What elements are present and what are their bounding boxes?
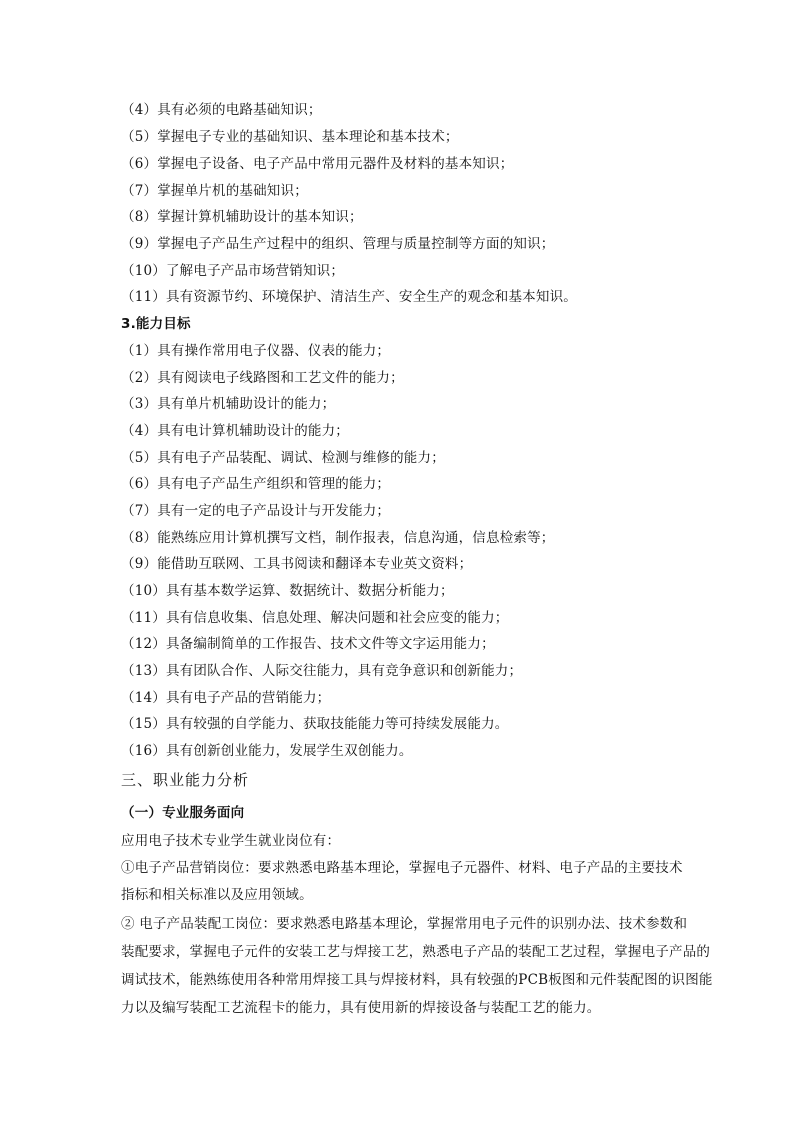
paragraph-2-line: 力以及编写装配工艺流程卡的能力，具有使用新的焊接设备与装配工艺的能力。	[121, 1000, 601, 1016]
section-heading: 三、职业能力分析	[121, 771, 250, 789]
ability-item: （5）具有电子产品装配、调试、检测与维修的能力；	[121, 450, 445, 466]
knowledge-item: （8）掌握计算机辅助设计的基本知识；	[121, 209, 363, 225]
paragraph-2-line: 装配要求，掌握电子元件的安装工艺与焊接工艺，熟悉电子产品的装配工艺过程，掌握电子产品的	[121, 944, 711, 960]
paragraph-2-line: 调试技术，能熟练使用各种常用焊接工具与焊接材料，具有较强的PCB板图和元件装配图的识图能	[121, 972, 713, 988]
subsection-heading: （一）专业服务面向	[121, 805, 245, 821]
ability-item: （1）具有操作常用电子仪器、仪表的能力；	[121, 343, 391, 359]
ability-item: （7）具有一定的电子产品设计与开发能力；	[121, 503, 391, 519]
ability-item: （9）能借助互联网、工具书阅读和翻译本专业英文资料；	[121, 556, 473, 572]
ability-item: （4）具有电计算机辅助设计的能力；	[121, 423, 349, 439]
paragraph-1-line: 指标和相关标准以及应用领域。	[121, 887, 313, 903]
paragraph-1-line: ①电子产品营销岗位：要求熟悉电路基本理论，掌握电子元器件、材料、电子产品的主要技术	[121, 860, 683, 876]
ability-heading: 3.能力目标	[121, 316, 191, 332]
ability-item: （12）具备编制简单的工作报告、技术文件等文字运用能力；	[121, 636, 495, 652]
ability-item: （13）具有团队合作、人际交往能力，具有竞争意识和创新能力；	[121, 663, 523, 679]
ability-item: （15）具有较强的自学能力、获取技能能力等可持续发展能力。	[121, 716, 509, 732]
knowledge-item: （10）了解电子产品市场营销知识；	[121, 263, 345, 279]
ability-item: （2）具有阅读电子线路图和工艺文件的能力；	[121, 370, 404, 386]
knowledge-item: （9）掌握电子产品生产过程中的组织、管理与质量控制等方面的知识；	[121, 236, 555, 252]
ability-item: （8）能熟练应用计算机撰写文档，制作报表，信息沟通，信息检索等；	[121, 530, 555, 546]
knowledge-item: （6）掌握电子设备、电子产品中常用元器件及材料的基本知识；	[121, 156, 514, 172]
ability-item: （3）具有单片机辅助设计的能力；	[121, 396, 336, 412]
ability-item: （11）具有信息收集、信息处理、解决问题和社会应变的能力；	[121, 610, 509, 626]
ability-item: （6）具有电子产品生产组织和管理的能力；	[121, 476, 391, 492]
knowledge-item: （4）具有必须的电路基础知识；	[121, 102, 322, 118]
knowledge-item: （5）掌握电子专业的基础知识、基本理论和基本技术；	[121, 129, 459, 145]
ability-item: （16）具有创新创业能力，发展学生双创能力。	[121, 743, 413, 759]
ability-item: （14）具有电子产品的营销能力；	[121, 690, 331, 706]
paragraph-2-line: ② 电子产品装配工岗位：要求熟悉电路基本理论，掌握常用电子元件的识别办法、技术参数和	[121, 916, 688, 932]
knowledge-item: （11）具有资源节约、环境保护、清洁生产、安全生产的观念和基本知识。	[121, 289, 577, 305]
knowledge-item: （7）掌握单片机的基础知识；	[121, 183, 308, 199]
ability-item: （10）具有基本数学运算、数据统计、数据分析能力；	[121, 583, 454, 599]
intro-line: 应用电子技术专业学生就业岗位有：	[121, 833, 341, 849]
